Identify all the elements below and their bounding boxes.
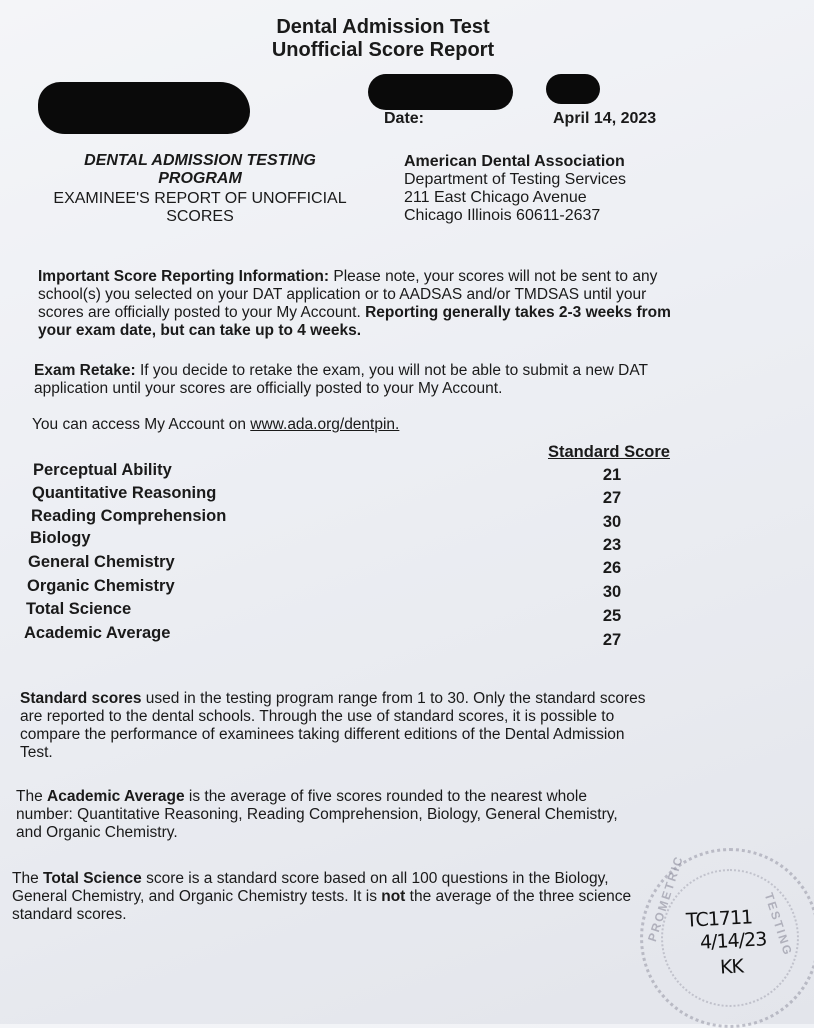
- stamp-text-left: PROMETRIC: [645, 853, 687, 944]
- program-line4: SCORES: [166, 208, 234, 225]
- score-label-total-science: Total Science: [26, 600, 132, 618]
- address-street: 211 East Chicago Avenue: [404, 189, 587, 206]
- important-line2: school(s) you selected on your DAT application or to AADSAS and/or TMDSAS until your: [38, 286, 647, 303]
- academic-note-pre: The: [16, 788, 48, 805]
- science-note-line2b: not: [381, 888, 406, 905]
- address-dept: Department of Testing Services: [404, 171, 627, 188]
- retake-label: Exam Retake:: [34, 362, 136, 379]
- retake-info: [34, 362, 734, 398]
- access-text: You can access My Account on: [32, 416, 251, 433]
- score-label-academic-avg: Academic Average: [24, 624, 171, 642]
- address-block: [404, 153, 626, 225]
- retake-line2: application until your scores are officially posted to your My Account.: [34, 380, 503, 397]
- important-line3b: Reporting generally takes 2-3 weeks from: [365, 304, 671, 321]
- important-line4: your exam date, but can take up to 4 weeks.: [38, 322, 362, 339]
- stamp-text-right: TESTING: [761, 891, 796, 959]
- standard-note-line3: compare the performance of examinees taking different editions of the Dental Admission: [20, 726, 625, 743]
- score-label-perceptual: Perceptual Ability: [33, 461, 172, 479]
- academic-note-line2: number: Quantitative Reasoning, Reading Comprehension, Biology, General Chemistry,: [16, 806, 618, 823]
- program-line3: EXAMINEE'S REPORT OF UNOFFICIAL: [53, 190, 347, 207]
- science-note-pre: The: [12, 870, 44, 887]
- access-line: [32, 416, 399, 434]
- score-value-perceptual: 21: [602, 466, 622, 484]
- score-label-reading: Reading Comprehension: [31, 507, 227, 525]
- program-line1: DENTAL ADMISSION TESTING: [84, 152, 316, 169]
- standard-note-line1: used in the testing program range from 1 to 30. Only the standard scores: [141, 690, 646, 707]
- handwritten-date: 4/14/23: [699, 928, 767, 954]
- score-value-academic-avg: 27: [602, 631, 622, 649]
- academic-note-line3: and Organic Chemistry.: [16, 824, 178, 841]
- score-label-general-chem: General Chemistry: [28, 553, 175, 571]
- score-value-biology: 23: [602, 536, 622, 554]
- address-city: Chicago Illinois 60611-2637: [404, 207, 601, 224]
- handwritten-initials: KK: [719, 955, 744, 979]
- report-subtitle: Unofficial Score Report: [271, 39, 495, 61]
- score-value-organic-chem: 30: [602, 583, 622, 601]
- important-line3a: scores are officially posted to your My Account.: [38, 304, 366, 321]
- science-note-line2c: the average of the three science: [405, 888, 632, 905]
- important-line1: Please note, your scores will not be sent to any: [329, 268, 658, 285]
- program-block: [40, 152, 360, 226]
- standard-scores-note: [20, 690, 740, 762]
- retake-line1: If you decide to retake the exam, you will not be able to submit a new DAT: [135, 362, 649, 379]
- total-science-note: [12, 870, 732, 924]
- date-label: Date:: [384, 110, 425, 127]
- score-value-quantitative: 27: [602, 489, 622, 507]
- score-value-total-science: 25: [602, 607, 622, 625]
- handwritten-code: TC1711: [685, 906, 753, 932]
- redacted-id: [368, 74, 513, 110]
- academic-note-line1: is the average of five scores rounded to the nearest whole: [184, 788, 587, 805]
- program-line2: PROGRAM: [158, 170, 242, 187]
- dentpin-link[interactable]: www.ada.org/dentpin.: [250, 416, 400, 433]
- science-note-line2a: General Chemistry, and Organic Chemistry tests. It is: [12, 888, 382, 905]
- report-title: Dental Admission Test: [276, 16, 490, 38]
- redacted-name: [38, 82, 250, 134]
- important-info: [38, 268, 738, 340]
- standard-score-header: Standard Score: [548, 443, 670, 461]
- science-note-line3: standard scores.: [12, 906, 127, 923]
- standard-note-line4: Test.: [20, 744, 53, 761]
- science-note-line1: score is a standard score based on all 100 questions in the Biology,: [141, 870, 609, 887]
- score-value-reading: 30: [602, 513, 622, 531]
- redacted-id-2: [546, 74, 600, 104]
- date-value: April 14, 2023: [553, 110, 657, 127]
- academic-average-note: [16, 788, 736, 842]
- important-label: Important Score Reporting Information:: [38, 268, 330, 285]
- standard-note-line2: are reported to the dental schools. Through the use of standard scores, it is possible to: [20, 708, 615, 725]
- address-org: American Dental Association: [404, 153, 625, 170]
- science-note-bold: Total Science: [43, 870, 142, 887]
- score-label-quantitative: Quantitative Reasoning: [32, 484, 217, 502]
- score-label-biology: Biology: [30, 529, 91, 547]
- score-value-general-chem: 26: [602, 559, 622, 577]
- standard-note-bold: Standard scores: [20, 690, 142, 707]
- score-label-organic-chem: Organic Chemistry: [27, 577, 175, 595]
- academic-note-bold: Academic Average: [47, 788, 185, 805]
